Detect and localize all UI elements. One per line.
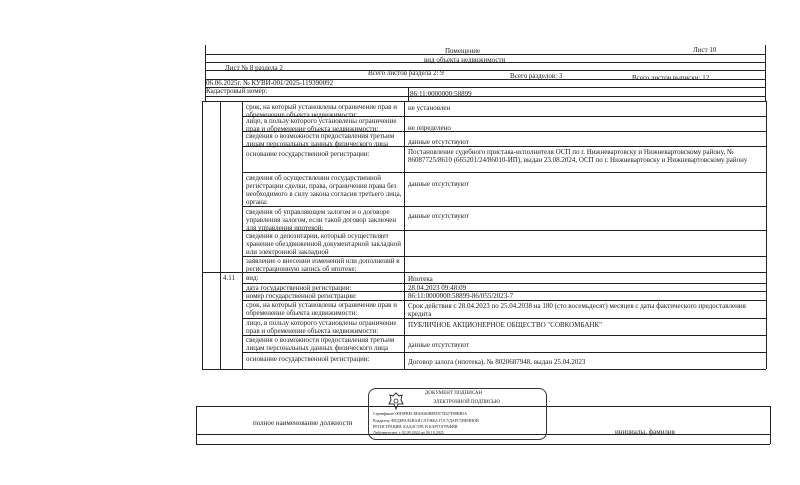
- object-type-caption: вид объекта недвижимости: [424, 56, 506, 64]
- row-kind-label: вид:: [246, 274, 259, 282]
- row-personal-data-label: сведения о возможности предоставления третьим лицам персональных данных физического лица: [246, 132, 395, 148]
- total-sheets-extract: Всего листов выписки: 12: [632, 74, 710, 82]
- row-basis2-label: основание государственной регистрации:: [246, 355, 370, 363]
- row-beneficiary-value: не определено: [408, 124, 451, 132]
- row-kind-value: Ипотека: [408, 275, 433, 283]
- row-beneficiary2-label: лицо, в пользу которого установлены ограничение прав и обременение объекта недвижимости:: [246, 319, 397, 335]
- row-basis-value: Постановление судебного пристава-исполнителя ОСП по г. Нижневартовску и Нижневартовскому району, № 86087725/8610 (665201/24/86010-ИП), выдан 23.08.2024, ОСП по г. Нижневартовску и Нижневартовскому району: [408, 148, 748, 164]
- row-personal-data-value: данные отсутствуют: [408, 138, 469, 146]
- stamp-title: ДОКУМЕНТ ПОДПИСАН: [425, 391, 483, 396]
- row-reg-date-value: 28.04.2023 09:48:09: [408, 284, 467, 292]
- row-consent-value: данные отсутствуют: [408, 180, 469, 188]
- row-reg-date-label: дата государственной регистрации:: [246, 284, 352, 292]
- row-personal-data2-value: данные отсутствуют: [408, 341, 469, 349]
- cadastral-label: Кадастровый номер:: [206, 87, 268, 95]
- row-reg-number-label: номер государственной регистрации:: [246, 292, 357, 300]
- row-personal-data2-label: сведения о возможности предоставления третьим лицам персональных данных физического лица: [246, 336, 395, 352]
- total-sheets-section: Всего листов раздела 2: 9: [368, 69, 444, 77]
- row-beneficiary-label: лицо, в пользу которого установлены ограничение прав и обременение объекта недвижимости:: [246, 117, 397, 133]
- sheet-number: Лист 10: [693, 46, 717, 54]
- row-term-value: не установлен: [408, 104, 451, 112]
- row-depositary-label: сведения о депозитарии, который осуществляет хранение обездвиженной документарной закладной или электронной закладной: [246, 232, 402, 256]
- row-term2-value: Срок действия с 28.04.2023 по 25.04.2038 на 180 (сто восемьдесят) месяцев с даты фактического предоставления кредита: [408, 302, 746, 318]
- row-basis-label: основание государственной регистрации:: [246, 150, 370, 158]
- total-sections: Всего разделов: 3: [510, 72, 563, 80]
- stamp-subtitle: ЭЛЕКТРОННОЙ ПОДПИСЬЮ: [433, 400, 500, 405]
- row-basis2-value: Договор залога (ипотека), № 8020687948, выдан 25.04.2023: [408, 358, 586, 366]
- cadastral-value: 86:11:0000000:58899: [410, 90, 472, 98]
- entry-number: 4.11: [223, 274, 235, 282]
- stamp-validity: Действителен: с 02.09.2024 по 26.10.2025: [373, 430, 444, 435]
- row-term2-label: срок, на который установлены ограничение прав и обременение объекта недвижимости:: [246, 301, 397, 317]
- coat-of-arms-icon: [388, 392, 404, 410]
- sheet-section: Лист № 8 раздела 2: [225, 64, 283, 72]
- row-amendment-label: заявление о внесении изменений или дополнений в регистрационную запись об ипотеке:: [246, 257, 400, 273]
- row-reg-number-value: 86:11:0000000:58899-86/055/2023-7: [408, 292, 514, 300]
- row-pledge-manager-label: сведения об управляющем залогом и о договоре управления залогом, если такой договор заключен для управления ипотекой:: [246, 208, 397, 232]
- row-pledge-manager-value: данные отсутствуют: [408, 212, 469, 220]
- name-caption: инициалы, фамилия: [615, 428, 675, 436]
- stamp-owner-1: Владелец: ФЕДЕРАЛЬНАЯ СЛУЖБА ГОСУДАРСТВЕННОЙ: [373, 418, 479, 423]
- row-beneficiary2-value: ПУБЛИЧНОЕ АКЦИОНЕРНОЕ ОБЩЕСТВО "СОВКОМБАНК": [408, 321, 603, 329]
- position-caption: полное наименование должности: [253, 419, 353, 427]
- row-term-label: срок, на который установлены ограничение прав и обременение объекта недвижимости:: [246, 103, 397, 119]
- stamp-owner-2: РЕГИСТРАЦИИ, КАДАСТРА И КАРТОГРАФИИ: [373, 424, 458, 429]
- row-consent-label: сведения об осуществлении государственной регистрации сделки, права, ограничения права без необходимого в силу закона согласия третьего лица, органа:: [246, 174, 402, 206]
- stamp-certificate: Сертификат: 00F0FBEC8FA0040B8FE975D27F08BB5A: [373, 411, 468, 416]
- object-type: Помещение: [445, 47, 481, 55]
- date-number: 06.06.2025г. № КУВИ-001/2025-119390092: [206, 79, 334, 87]
